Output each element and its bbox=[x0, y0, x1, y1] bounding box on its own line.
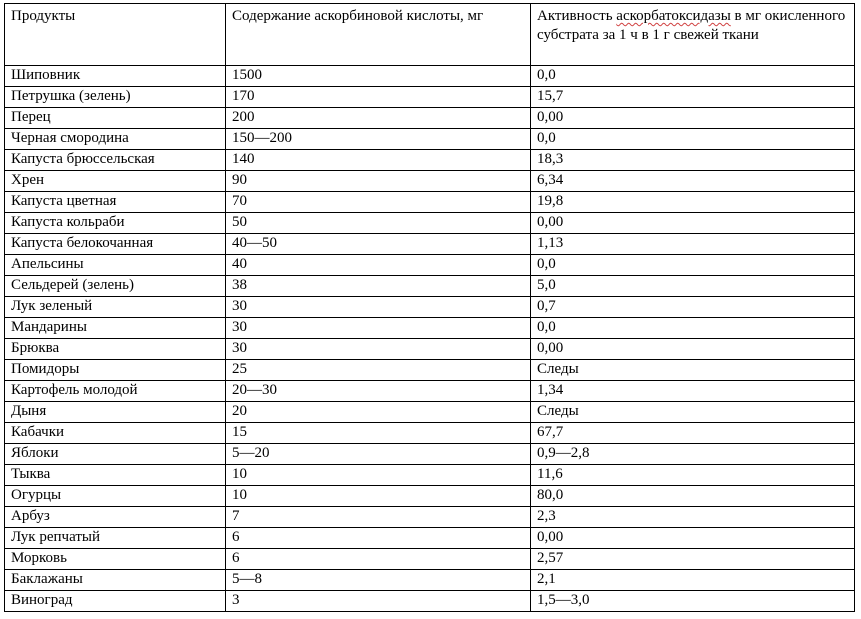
table-row bbox=[5, 66, 855, 87]
header-ascorbic-content[interactable]: Содержание аскорбиновой кислоты, мг bbox=[226, 4, 531, 66]
table-row bbox=[5, 171, 855, 192]
ascorbic-content-cell[interactable]: 10 bbox=[226, 465, 531, 486]
table-header bbox=[5, 4, 855, 66]
ascorbic-content-cell[interactable]: 150—200 bbox=[226, 129, 531, 150]
product-cell[interactable]: Помидоры bbox=[5, 360, 226, 381]
ascorbic-content-cell[interactable]: 7 bbox=[226, 507, 531, 528]
product-cell[interactable]: Черная смородина bbox=[5, 129, 226, 150]
product-cell[interactable]: Капуста брюссельская bbox=[5, 150, 226, 171]
ascorbic-content-cell[interactable]: 10 bbox=[226, 486, 531, 507]
oxidase-activity-cell[interactable]: 67,7 bbox=[531, 423, 855, 444]
table-row bbox=[5, 192, 855, 213]
ascorbic-content-cell[interactable]: 50 bbox=[226, 213, 531, 234]
oxidase-activity-cell[interactable]: 15,7 bbox=[531, 87, 855, 108]
header-ascorbate-oxidase-activity[interactable] bbox=[531, 4, 855, 66]
table-row bbox=[5, 381, 855, 402]
product-cell[interactable]: Яблоки bbox=[5, 444, 226, 465]
product-cell[interactable]: Сельдерей (зелень) bbox=[5, 276, 226, 297]
table-row bbox=[5, 276, 855, 297]
spellcheck-word[interactable]: аскорбатоксидазы bbox=[616, 8, 731, 24]
table-row bbox=[5, 444, 855, 465]
ascorbic-content-cell[interactable]: 30 bbox=[226, 297, 531, 318]
ascorbic-content-cell[interactable]: 90 bbox=[226, 171, 531, 192]
table-row bbox=[5, 549, 855, 570]
oxidase-activity-cell[interactable]: Следы bbox=[531, 360, 855, 381]
table-row bbox=[5, 234, 855, 255]
table-row bbox=[5, 87, 855, 108]
oxidase-activity-cell[interactable]: 2,3 bbox=[531, 507, 855, 528]
ascorbic-content-cell[interactable]: 30 bbox=[226, 339, 531, 360]
product-cell[interactable]: Морковь bbox=[5, 549, 226, 570]
table-row bbox=[5, 528, 855, 549]
table-row bbox=[5, 108, 855, 129]
ascorbic-content-cell[interactable]: 20 bbox=[226, 402, 531, 423]
table-row bbox=[5, 486, 855, 507]
product-cell[interactable]: Капуста кольраби bbox=[5, 213, 226, 234]
product-cell[interactable]: Лук зеленый bbox=[5, 297, 226, 318]
header-row bbox=[5, 4, 855, 66]
oxidase-activity-cell[interactable]: 0,0 bbox=[531, 318, 855, 339]
product-cell[interactable]: Брюква bbox=[5, 339, 226, 360]
product-cell[interactable]: Баклажаны bbox=[5, 570, 226, 591]
ascorbic-content-cell[interactable]: 70 bbox=[226, 192, 531, 213]
header-text-before: Активность bbox=[537, 8, 617, 24]
ascorbic-content-cell[interactable]: 5—8 bbox=[226, 570, 531, 591]
table-row bbox=[5, 255, 855, 276]
ascorbic-content-cell[interactable]: 200 bbox=[226, 108, 531, 129]
oxidase-activity-cell[interactable]: 1,5—3,0 bbox=[531, 591, 855, 612]
ascorbic-content-cell[interactable]: 25 bbox=[226, 360, 531, 381]
oxidase-activity-cell[interactable]: 0,00 bbox=[531, 213, 855, 234]
product-cell[interactable]: Виноград bbox=[5, 591, 226, 612]
oxidase-activity-cell[interactable]: 5,0 bbox=[531, 276, 855, 297]
table-row bbox=[5, 339, 855, 360]
product-cell[interactable]: Кабачки bbox=[5, 423, 226, 444]
table-row bbox=[5, 570, 855, 591]
product-cell[interactable]: Дыня bbox=[5, 402, 226, 423]
product-cell[interactable]: Картофель молодой bbox=[5, 381, 226, 402]
oxidase-activity-cell[interactable]: 0,0 bbox=[531, 66, 855, 87]
table-row bbox=[5, 402, 855, 423]
product-cell[interactable]: Огурцы bbox=[5, 486, 226, 507]
table-row bbox=[5, 318, 855, 339]
oxidase-activity-cell[interactable]: 18,3 bbox=[531, 150, 855, 171]
oxidase-activity-cell[interactable]: 19,8 bbox=[531, 192, 855, 213]
oxidase-activity-cell[interactable]: 6,34 bbox=[531, 171, 855, 192]
table-body bbox=[5, 66, 855, 612]
ascorbic-content-cell[interactable]: 6 bbox=[226, 549, 531, 570]
table-row bbox=[5, 213, 855, 234]
oxidase-activity-cell[interactable]: 1,13 bbox=[531, 234, 855, 255]
ascorbic-content-cell[interactable]: 20—30 bbox=[226, 381, 531, 402]
oxidase-activity-cell[interactable]: 80,0 bbox=[531, 486, 855, 507]
header-text-after: в мг окисленного субстрата за 1 ч в 1 г свежей ткани bbox=[537, 8, 846, 43]
ascorbic-content-cell[interactable]: 5—20 bbox=[226, 444, 531, 465]
product-cell[interactable]: Шиповник bbox=[5, 66, 226, 87]
table-row bbox=[5, 465, 855, 486]
ascorbic-content-cell[interactable]: 15 bbox=[226, 423, 531, 444]
ascorbic-content-cell[interactable]: 140 bbox=[226, 150, 531, 171]
oxidase-activity-cell[interactable]: 2,57 bbox=[531, 549, 855, 570]
product-cell[interactable]: Капуста цветная bbox=[5, 192, 226, 213]
product-cell[interactable]: Тыква bbox=[5, 465, 226, 486]
table-row bbox=[5, 507, 855, 528]
oxidase-activity-cell[interactable]: 0,00 bbox=[531, 339, 855, 360]
oxidase-activity-cell[interactable]: 2,1 bbox=[531, 570, 855, 591]
product-cell[interactable]: Хрен bbox=[5, 171, 226, 192]
ascorbic-content-cell[interactable]: 170 bbox=[226, 87, 531, 108]
product-cell[interactable]: Петрушка (зелень) bbox=[5, 87, 226, 108]
oxidase-activity-cell[interactable]: 0,9—2,8 bbox=[531, 444, 855, 465]
header-products[interactable]: Продукты bbox=[5, 4, 226, 66]
oxidase-activity-cell[interactable]: 0,00 bbox=[531, 108, 855, 129]
oxidase-activity-cell[interactable]: Следы bbox=[531, 402, 855, 423]
product-cell[interactable]: Капуста белокочанная bbox=[5, 234, 226, 255]
ascorbic-content-cell[interactable]: 30 bbox=[226, 318, 531, 339]
table-row bbox=[5, 423, 855, 444]
oxidase-activity-cell[interactable]: 1,34 bbox=[531, 381, 855, 402]
oxidase-activity-cell[interactable]: 0,7 bbox=[531, 297, 855, 318]
ascorbic-content-cell[interactable]: 40 bbox=[226, 255, 531, 276]
ascorbic-content-cell[interactable]: 3 bbox=[226, 591, 531, 612]
ascorbic-content-cell[interactable]: 38 bbox=[226, 276, 531, 297]
product-cell[interactable]: Арбуз bbox=[5, 507, 226, 528]
oxidase-activity-cell[interactable]: 0,0 bbox=[531, 255, 855, 276]
table-row bbox=[5, 591, 855, 612]
table-row bbox=[5, 150, 855, 171]
ascorbic-content-cell[interactable]: 1500 bbox=[226, 66, 531, 87]
oxidase-activity-cell[interactable]: 0,00 bbox=[531, 528, 855, 549]
table-row bbox=[5, 129, 855, 150]
product-cell[interactable]: Перец bbox=[5, 108, 226, 129]
table-row bbox=[5, 360, 855, 381]
product-cell[interactable]: Апельсины bbox=[5, 255, 226, 276]
oxidase-activity-cell[interactable]: 11,6 bbox=[531, 465, 855, 486]
product-cell[interactable]: Мандарины bbox=[5, 318, 226, 339]
ascorbic-content-cell[interactable]: 40—50 bbox=[226, 234, 531, 255]
ascorbic-acid-table bbox=[4, 3, 855, 612]
ascorbic-content-cell[interactable]: 6 bbox=[226, 528, 531, 549]
product-cell[interactable]: Лук репчатый bbox=[5, 528, 226, 549]
oxidase-activity-cell[interactable]: 0,0 bbox=[531, 129, 855, 150]
table-row bbox=[5, 297, 855, 318]
